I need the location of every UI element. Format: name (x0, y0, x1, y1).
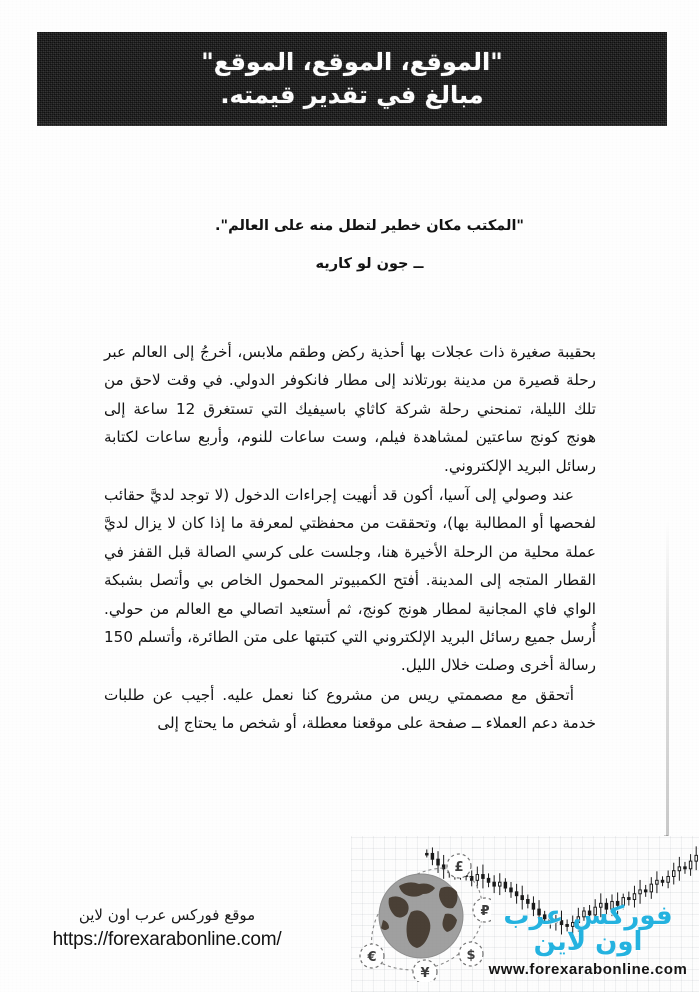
currency-badge-usd (459, 942, 483, 966)
brand-url[interactable]: www.forexarabonline.com (488, 961, 688, 978)
currency-symbol-jpy: ¥ (420, 966, 430, 981)
banner-title-line-2: مبالغ في تقدير قيمته. (220, 81, 484, 109)
currency-badge-jpy (413, 960, 437, 982)
forex-watermark (351, 836, 699, 992)
chapter-title-banner (37, 32, 667, 126)
scan-artifact-streak (666, 520, 669, 850)
epigraph (0, 218, 699, 272)
banner-title-line-1: "الموقع، الموقع، الموقع" (201, 47, 503, 76)
globe-graphic (359, 850, 491, 982)
body-paragraph: عند وصولي إلى آسيا، أكون قد أنهيت إجراءات الدخول (لا توجد لديَّ حقائب لفحصها أو المطالبة بها)، وتحققت من محفظتي لمعرفة ما إذا كان لا يزال لديَّ عملة محلية من الرحلة الأخيرة هنا، وجلست على كرسي الصالة قبل القفز في القطار المتجه إلى المدينة. أفتح الكمبيوتر المحمول الخاص بي وأتصل بشبكة الواي فاي المجانية لمطار هونج كونج، ثم أستعيد اتصالي مع العالم من حولي. أُرسل جميع رسائل البريد الإلكتروني التي كتبتها على متن الطائرة، وأتسلم 150 رسالة أخرى وصلت خلال الليل. (104, 486, 596, 675)
currency-symbol-rub: ₽ (480, 904, 490, 919)
currency-badge-eur (360, 944, 384, 968)
epigraph-quote-text: "المكتب مكان خطير لتطل منه على العالم". (215, 218, 524, 234)
currency-symbol-eur: € (367, 950, 377, 965)
site-credit-arabic: موقع فوركس عرب اون لاين (78, 906, 256, 924)
body-paragraph: بحقيبة صغيرة ذات عجلات بها أحذية ركض وطقم ملابس، أخرجُ إلى العالم عبر رحلة قصيرة من مدينة بورتلاند إلى مطار فانكوفر الدولي. في وقت لاحق من تلك الليلة، تمنحني رحلة شركة كاثاي باسيفيك التي تستغرق 12 ساعة إلى هونج كونج ساعتين لمشاهدة فيلم، وست ساعات للنوم، وأربع ساعات لكتابة رسائل البريد الإلكتروني. (104, 343, 597, 475)
site-credit (22, 906, 312, 951)
epigraph-attribution: ــ جون لو كاريه (315, 256, 424, 272)
currency-symbol-usd: $ (466, 948, 476, 963)
body-paragraph: أتحقق مع مصممتي ريس من مشروع كنا نعمل عليه. أجيب عن طلبات خدمة دعم العملاء ــ صفحة على موقعنا معطلة، أو شخص ما يحتاج إلى (104, 685, 596, 733)
site-credit-url[interactable]: https://forexarabonline.com/ (52, 929, 282, 950)
brand-lockup (481, 903, 695, 978)
body-text-block (104, 338, 596, 738)
currency-symbol-gbp: £ (454, 860, 464, 875)
currency-badge-gbp (447, 854, 471, 878)
brand-name-arabic: فوركس عرب اون لاين (503, 901, 673, 957)
